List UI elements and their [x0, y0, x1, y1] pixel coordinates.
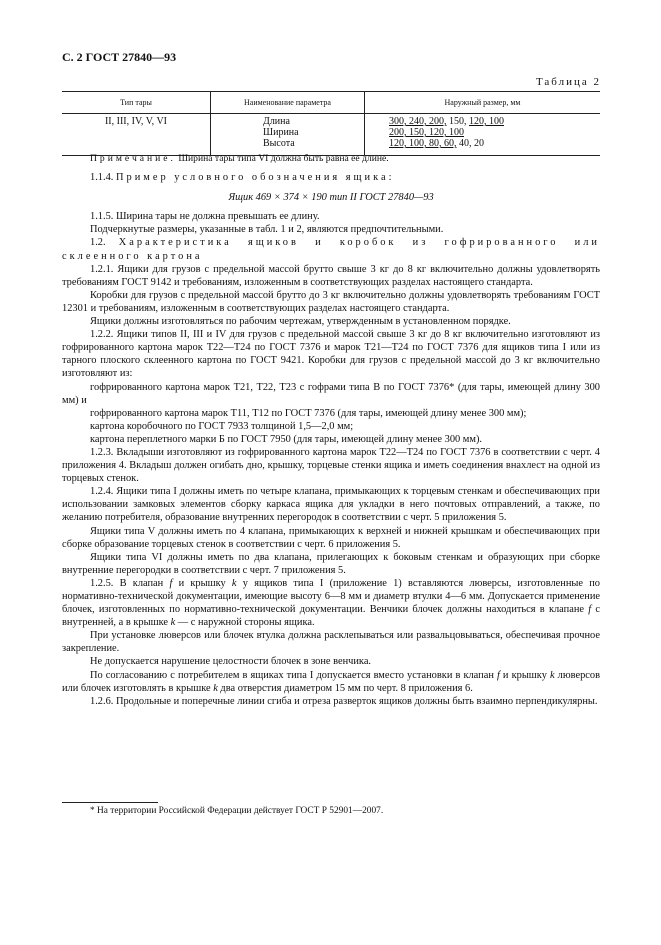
- note-text: Ширина тары типа VI должна быть равна ее длине.: [175, 153, 389, 164]
- table-caption: Таблица 2: [535, 76, 601, 88]
- clause-1-2-4: 1.2.4. Ящики типа I должны иметь по четыре клапана, примыкающих к торцевым стенкам и обеспечивающих при использовании замковых элементов сборку каркаса ящика для укладки в него почтовых отправлений, а также, по желанию потребителя, образование внутренних перегородок в соответствии с черт. 5 приложения 5.: [62, 486, 600, 524]
- clause-1-1-4: [62, 171, 600, 184]
- footnote: * На территории Российской Федерации действует ГОСТ Р 52901—2007.: [90, 806, 384, 816]
- table-row: [62, 114, 600, 156]
- table-header-row: [62, 92, 600, 114]
- sizes-height-preferred: 120, 100, 80, 60,: [389, 138, 457, 149]
- paragraph-agreement: По согласованию с потребителем в ящиках типа I допускается вместо установки в клапан f и крышку k люверсов или блочек изготовлять в крышке k два отверстия диаметром 15 мм по черт. 8 приложения 6.: [62, 669, 600, 694]
- clause-1-2-2: 1.2.2. Ящики типов II, III и IV для грузов с предельной массой свыше 3 кг до 8 кг включительно изготовляют из гофрированного картона марок Т22—Т24 по ГОСТ 7376 и марок Т21—Т24 по ГОСТ 7376 для ящиков типа I или из тарного плоского склеенного картона по ГОСТ 9421. Коробки для грузов с предельной массой до 3 кг включительно изготовляют из:: [62, 329, 600, 380]
- clause-1-2-6: 1.2.6. Продольные и поперечные линии сгиба и отреза разверток ящиков должны быть взаимно перпендикулярны.: [90, 695, 598, 707]
- list-item: гофрированного картона марок Т21, Т22, Т23 с гофрами типа В по ГОСТ 7376* (для тары, имеющей длину 300 мм) и: [62, 381, 600, 406]
- document-body: [62, 152, 600, 708]
- paragraph-type-v: Ящики типа V должны иметь по 4 клапана, примыкающих к верхней и нижней крышкам и обеспечивающих при сборке образование торцевых стенок в соответствии с черт. 6 приложения 5.: [62, 525, 600, 550]
- list-item: гофрированного картона марок Т11, Т12 по ГОСТ 7376 (для тары, имеющей длину менее 300 мм);: [90, 407, 527, 419]
- sizes-height: [389, 138, 599, 149]
- clause-heading: Пример условного обозначения ящика:: [116, 172, 395, 184]
- footnote-divider: [62, 802, 158, 803]
- table-2: [62, 91, 600, 156]
- clause-number: 1.1.4.: [90, 172, 114, 184]
- list-item: картона коробочного по ГОСТ 7933 толщиной 1,5—2,0 мм;: [90, 420, 354, 432]
- clause-number: 1.2.: [90, 237, 106, 249]
- clause-1-2: [62, 236, 600, 262]
- note-label: Примечание.: [90, 153, 176, 164]
- sizes-height-other: 40, 20: [456, 138, 484, 149]
- paragraph-type-vi: Ящики типа VI должны иметь по два клапана, прилегающих к боковым стенкам и образующих при сборке внутренние перегородки в соответствии с черт. 7 приложения 5.: [62, 551, 600, 576]
- sizes-length: [389, 116, 599, 127]
- column-header-size: Наружный размер, мм: [365, 92, 601, 114]
- sizes-length-other: 150,: [446, 116, 469, 127]
- section-heading: Характеристика ящиков и коробок из гофрированного или склеенного картона: [62, 237, 600, 262]
- paragraph-damage: Не допускается нарушение целостности блочек в зоне венчика.: [90, 656, 372, 668]
- clause-1-2-3: 1.2.3. Вкладыши изготовляют из гофрированного картона марок Т22—Т24 по ГОСТ 7376 в соответствии с черт. 4 приложения 4. Вкладыш должен огибать дно, крышку, торцевые стенки ящика и иметь соединения внахлест на одной из торцевых стенок.: [62, 446, 600, 485]
- cell-sizes: [365, 114, 601, 156]
- clause-1-1-5: 1.1.5. Ширина тары не должна превышать ее длину.: [90, 211, 320, 223]
- cell-parameters: [211, 114, 365, 156]
- column-header-parameter: Наименование параметра: [211, 92, 365, 114]
- clause-1-2-5: 1.2.5. В клапан f и крышку k у ящиков типа I (приложение 1) вставляются люверсы, изготовленные по нормативно-технической документации, имеющие высоту 6—8 мм и диаметр втулки 4—6 мм. Допускается применение блочек, изготовленных по нормативно-технической документации. Венчики блочек должны находиться в клапане f с внутренней, а в крышке k — с наружной стороны ящика.: [62, 577, 600, 629]
- param-width: Ширина: [263, 127, 299, 138]
- list-item: картона переплетного марки Б по ГОСТ 7950 (для тары, имеющей длину менее 300 мм).: [90, 433, 483, 445]
- param-height: Высота: [263, 138, 295, 149]
- clause-1-2-1: 1.2.1. Ящики для грузов с предельной массой брутто свыше 3 кг до 8 кг включительно должны удовлетворять требованиям ГОСТ 9142 и требованиям, изложенным в соответствующих разделах настоящего стандарта.: [62, 263, 600, 288]
- param-length: Длина: [263, 116, 290, 127]
- sizes-width: [389, 127, 599, 138]
- cell-type: II, III, IV, V, VI: [62, 114, 211, 156]
- paragraph-drawings: Ящики должны изготовляться по рабочим чертежам, утвержденным в установленном порядке.: [90, 316, 511, 328]
- paragraph-boxes: Коробки для грузов с предельной массой брутто до 3 кг включительно должны удовлетворять требованиям ГОСТ 12301 и требованиям, изложенным в соответствующих разделах настоящего стандарта.: [62, 289, 600, 314]
- column-header-type: Тип тары: [62, 92, 211, 114]
- table-note: [62, 152, 600, 165]
- underlined-note: Подчеркнутые размеры, указанные в табл. 1 и 2, являются предпочтительными.: [90, 224, 444, 236]
- page-header: С. 2 ГОСТ 27840—93: [62, 50, 177, 64]
- designation-example: Ящик 469 × 374 × 190 тип II ГОСТ 27840—93: [228, 192, 434, 204]
- paragraph-install: При установке люверсов или блочек втулка должна расклепываться или развальцовываться, обеспечивая прочное закрепление.: [62, 630, 600, 655]
- sizes-length-preferred: 300, 240, 200,: [389, 116, 447, 127]
- sizes-width-preferred: 200, 150, 120, 100: [389, 127, 464, 138]
- sizes-length-preferred-2: 120, 100: [469, 116, 504, 127]
